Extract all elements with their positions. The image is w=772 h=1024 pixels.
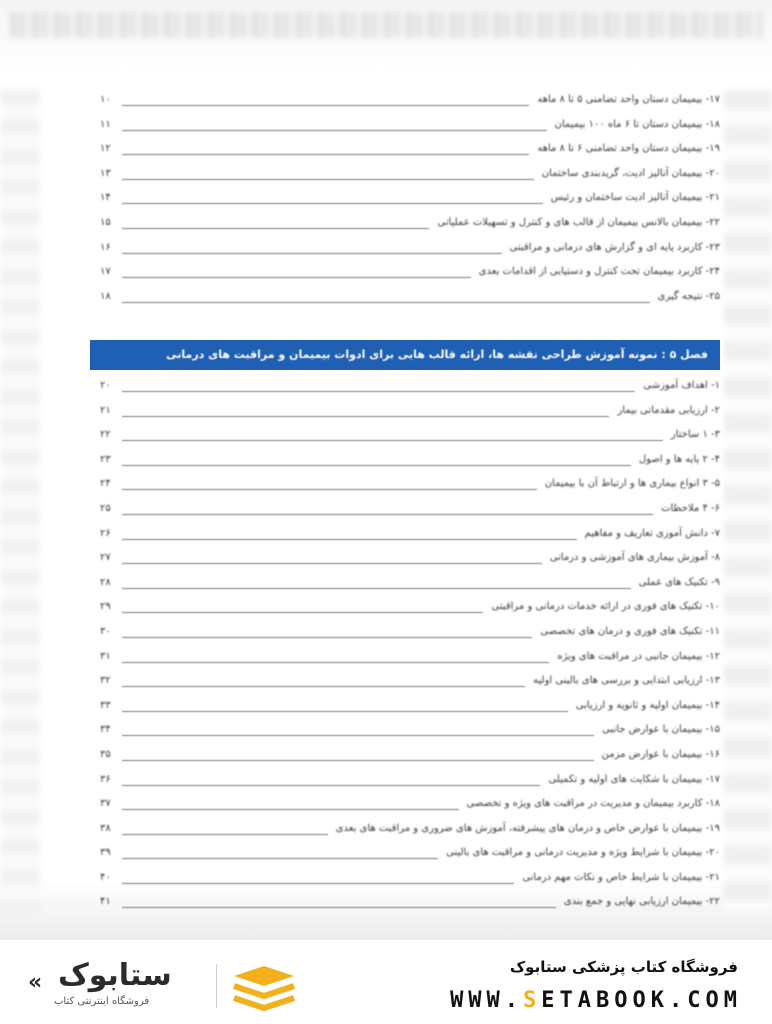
toc-page-number: ۲۵ [100,502,111,514]
toc-entry-title: ۲۰- بیمیمان آنالیز ادیت، گریدبندی ساختمان [541,167,720,179]
toc-entry[interactable] [100,452,720,477]
toc-entry-title: ۱۹- بیمیمان با عوارض خاص و درمان های پیشرفته، آموزش های ضروری و مراقبت های بعدی [335,822,720,834]
dot-leader [122,391,635,392]
dot-leader [122,637,532,638]
dot-leader [122,760,594,761]
toc-entry-title: ۱- اهداف آموزشی [643,380,720,391]
blurred-header-strip [10,12,762,38]
toc-entry-title: ۱۴- بیمیمان اولیه و ثانویه و ارزیابی [575,699,720,711]
toc-page-number: ۱۰ [100,94,111,105]
toc-entry-title: ۱۱- تکنیک های فوری و درمان های تخصصی [540,625,720,637]
url-suffix: ETABOOK.COM [541,988,742,1013]
toc-entry[interactable] [100,190,720,215]
toc-entry[interactable] [100,378,720,403]
toc-entry-title: ۱۵- بیمیمان با عوارض جانبی [602,724,720,736]
toc-entry[interactable] [100,240,720,265]
dot-leader [122,277,471,278]
toc-page-number: ۱۳ [100,167,111,179]
store-name: فروشگاه کتاب پزشکی ستابوک [509,958,738,976]
dot-leader [122,834,328,835]
toc-page-number: ۲۶ [100,527,111,539]
double-chevron-icon: « [28,970,43,995]
toc-section-bottom [100,378,720,919]
toc-entry-title: ۱۶- بیمیمان با عوارض مزمن [601,748,720,760]
toc-entry-title: ۵- ۳ انواع بیماری ها و ارتباط آن با بیمیمان [544,478,720,490]
toc-entry-title: ۶- ۴ ملاحظات [661,502,720,514]
toc-entry-title: ۱۲- بیمیمان جانبی در مراقبت های ویژه [557,650,720,662]
toc-page-number: ۱۷ [100,266,111,278]
toc-entry[interactable] [100,772,720,797]
toc-entry-title: ۲۱- بیمیمان با شرایط خاص و نکات مهم درمانی [522,871,720,883]
dot-leader [122,686,525,687]
toc-entry-title: ۲۰- بیمیمان با شرایط ویژه و مدیریت درمانی و مراقبت های بالینی [446,847,720,859]
toc-entry[interactable] [100,264,720,289]
toc-page-number: ۲۳ [100,453,111,465]
toc-page-number: ۲۲ [100,429,111,441]
toc-page-number: ۲۴ [100,478,111,490]
toc-entry[interactable] [100,845,720,870]
toc-entry-title: ۱۰- تکنیک های فوری در ارائه خدمات درمانی و مراقبتی [491,601,720,613]
toc-page-number: ۴۱ [100,896,111,908]
dot-leader [122,228,429,229]
toc-page-number: ۳۵ [100,748,111,760]
toc-page-number: ۲۸ [100,576,111,588]
toc-entry[interactable] [100,796,720,821]
toc-entry-title: ۲۲- بیمیمان ارزیابی نهایی و جمع بندی [563,896,720,908]
url-accent-letter: S [523,988,542,1013]
dot-leader [122,253,502,254]
toc-entry[interactable] [100,289,720,314]
toc-page-number: ۲۷ [100,552,111,564]
toc-entry[interactable] [100,624,720,649]
toc-page-number: ۱۲ [100,143,111,155]
toc-entry[interactable] [100,550,720,575]
toc-page-number: ۱۸ [100,290,111,302]
toc-entry[interactable] [100,821,720,846]
toc-page-number: ۲۰ [100,380,111,391]
toc-entry-title: ۱۸- کاربرد بیمیمان و مدیریت در مراقبت های ویژه و تخصصی [466,798,720,810]
toc-entry[interactable] [100,166,720,191]
toc-entry[interactable] [100,870,720,895]
toc-page-number: ۳۶ [100,773,111,785]
toc-page-number: ۳۷ [100,798,111,810]
toc-entry[interactable] [100,526,720,551]
toc-entry-title: ۱۹- بیمیمان دستان واحد تضامنی ۶ تا ۸ ماهه [537,143,720,155]
toc-entry-title: ۲- ارزیابی مقدماتی بیمار [617,404,720,416]
dot-leader [122,105,529,106]
dot-leader [122,465,631,466]
store-url[interactable] [450,988,742,1013]
toc-entry-title: ۲۳- کاربرد پایه ای و گزارش های درمانی و مراقبتی [509,241,720,253]
toc-entry-title: ۲۴- کاربرد بیمیمان تحت کنترل و دستیابی از اقدامات بعدی [478,266,720,278]
toc-page-number: ۴۰ [100,871,111,883]
chapter-heading-bar [90,340,720,370]
setabook-logo[interactable] [28,958,308,1014]
dot-leader [122,662,549,663]
dot-leader [122,907,556,908]
toc-entry-title: ۲۲- بیمیمان بالانس بیمیمان از قالب های و کنترل و تسهیلات عملیاتی [437,216,720,228]
toc-entry[interactable] [100,649,720,674]
dot-leader [122,302,650,303]
url-prefix: WWW. [450,988,524,1013]
dot-leader [122,440,663,441]
dot-leader [122,883,514,884]
toc-entry-title: ۳- ۱ ساختار [670,429,720,441]
toc-entry[interactable] [100,673,720,698]
toc-entry[interactable] [100,599,720,624]
toc-page-number: ۱۵ [100,216,111,228]
toc-entry[interactable] [100,92,720,117]
dot-leader [122,735,594,736]
toc-entry[interactable] [100,575,720,600]
toc-entry[interactable] [100,747,720,772]
dot-leader [122,785,540,786]
toc-entry-title: ۲۱- بیمیمان آنالیز ادیت ساختمان و رئیس [550,192,720,204]
toc-page-number: ۳۹ [100,847,111,859]
toc-page-number: ۱۶ [100,241,111,253]
toc-page-number: ۱۱ [100,118,111,130]
dot-leader [122,809,459,810]
dot-leader [122,514,653,515]
toc-entry-title: ۱۳- ارزیابی ابتدایی و بررسی های بالینی اولیه [533,675,720,687]
toc-entry[interactable] [100,403,720,428]
toc-entry-title: ۷- دانش آموزی تعاریف و مفاهیم [584,527,720,539]
toc-entry-title: ۴- ۲ پایه ها و اصول [638,453,720,465]
toc-entry-title: ۱۷- بیمیمان با شکایت های اولیه و تکمیلی [548,773,720,785]
dot-leader [122,489,537,490]
toc-page-number: ۲۹ [100,601,111,613]
dot-leader [122,563,542,564]
dot-leader [122,588,631,589]
toc-page-number: ۲۱ [100,404,111,416]
toc-page-number: ۳۰ [100,625,111,637]
toc-page-number: ۳۱ [100,650,111,662]
blurred-right-margin [724,90,772,910]
toc-entry-title: ۱۷- بیمیمان دستان واحد تضامنی ۵ تا ۸ ماهه [537,94,720,105]
toc-page-number: ۳۳ [100,699,111,711]
dot-leader [122,179,534,180]
dot-leader [122,203,543,204]
toc-entry[interactable] [100,476,720,501]
chapter-title: فصل ۵ : نمونه آموزش طراحی نقشه ها، ارائه قالب هایی برای ادوات بیمیمان و مراقبت های درمانی [166,348,708,361]
toc-entry[interactable] [100,141,720,166]
toc-page-number: ۱۴ [100,192,111,204]
toc-entry[interactable] [100,698,720,723]
toc-entry[interactable] [100,722,720,747]
toc-entry[interactable] [100,215,720,240]
toc-entry-title: ۱۸- بیمیمان دستان تا ۶ ماه ۱۰۰ بیمیمان [554,118,720,130]
toc-page-number: ۳۴ [100,724,111,736]
dot-leader [122,154,529,155]
toc-entry-title: ۲۵- نتیجه گیری [657,290,720,302]
toc-entry[interactable] [100,894,720,919]
dot-leader [122,416,609,417]
footer-banner [0,940,772,1024]
stacked-books-icon [228,962,300,1012]
toc-entry[interactable] [100,501,720,526]
dot-leader [122,130,547,131]
logo-divider [216,964,217,1008]
dot-leader [122,858,438,859]
toc-entry[interactable] [100,117,720,142]
toc-entry[interactable] [100,427,720,452]
logo-wordmark: ستابوک [58,958,172,993]
toc-section-top [100,92,720,313]
toc-page-number: ۳۲ [100,675,111,687]
dot-leader [122,539,577,540]
toc-page-number: ۳۸ [100,822,111,834]
toc-entry-title: ۹- تکنیک های عملی [638,576,720,588]
dot-leader [122,711,568,712]
dot-leader [122,612,483,613]
logo-tagline: فروشگاه اینترنتی کتاب [54,996,150,1007]
toc-entry-title: ۸- آموزش بیماری های آموزشی و درمانی [549,552,720,564]
blurred-left-margin [0,90,40,910]
